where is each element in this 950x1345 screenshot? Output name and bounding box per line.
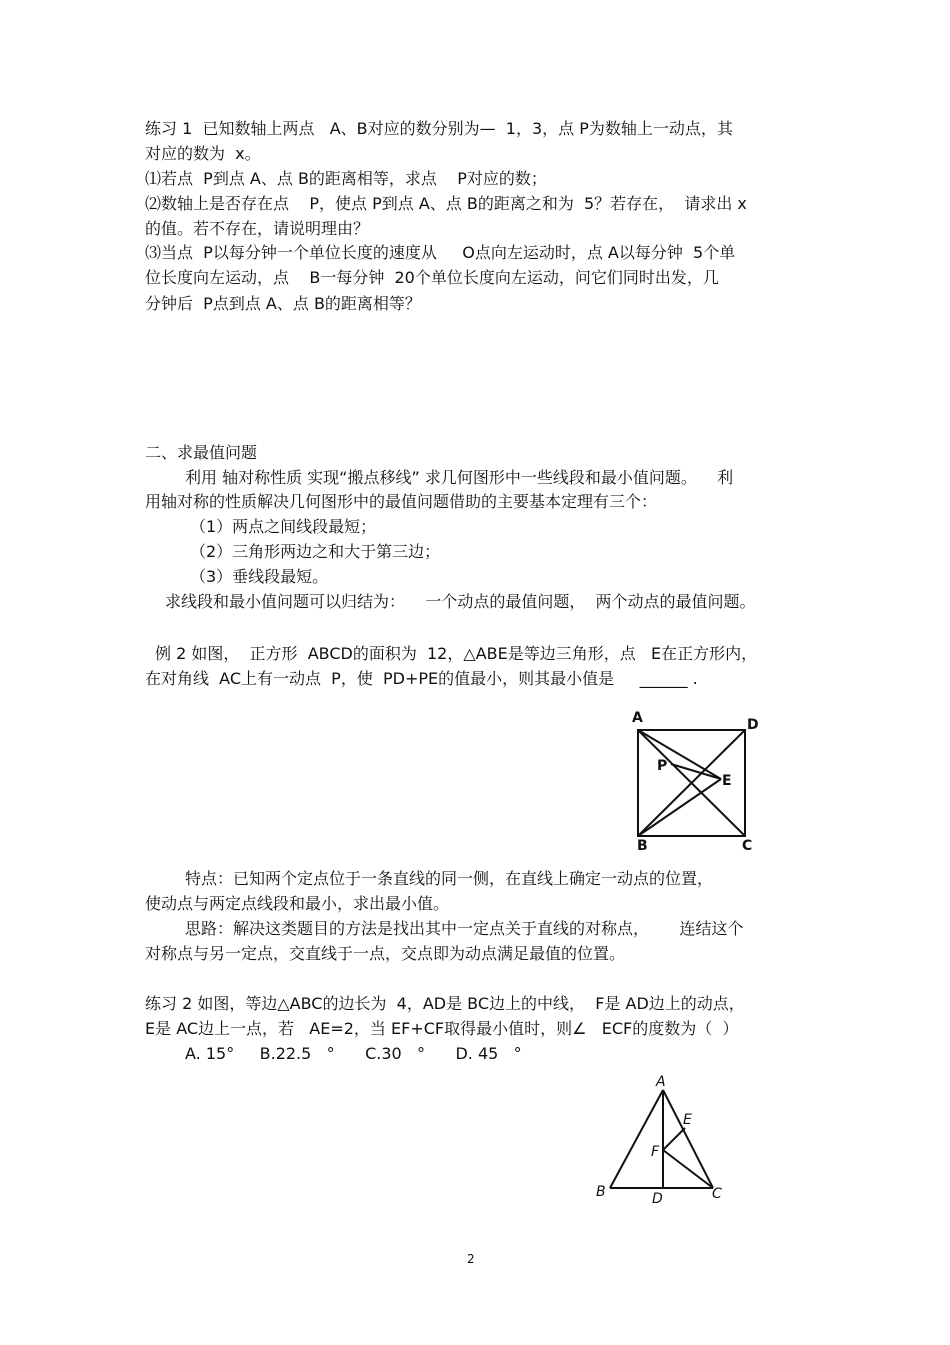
side-ab — [610, 1090, 663, 1188]
approach-line-2: 对称点与另一定点，交直线于一点，交点即为动点满足最值的位置。 — [145, 944, 626, 963]
label-p: P — [657, 758, 668, 774]
triangle-diagram — [590, 1070, 735, 1210]
section-2-intro-1: 利用 轴对称性质 实现“搬点移线” 求几何图形中一些线段和最小值问题。 利 — [185, 468, 734, 487]
label-d: D — [747, 717, 759, 733]
label-e: E — [722, 773, 732, 789]
label-b: B — [637, 838, 648, 852]
label-c: C — [742, 838, 753, 852]
label-c: C — [712, 1186, 722, 1202]
label-a: A — [656, 1074, 666, 1090]
section-2-summary: 求线段和最小值问题可以归结为： 一个动点的最值问题， 两个动点的最值问题。 — [165, 592, 756, 611]
theorem-3: （3）垂线段最短。 — [190, 567, 329, 586]
example-2-line-1: 例 2 如图， 正方形 ABCD的面积为 12，△ABE是等边三角形，点 E在正方形内， — [155, 644, 758, 663]
section-2-intro-2: 用轴对称的性质解决几何图形中的最值问题借助的主要基本定理有三个： — [145, 492, 658, 511]
feature-line-2: 使动点与两定点线段和最小，求出最小值。 — [145, 894, 450, 913]
segment-fe — [663, 1128, 685, 1150]
approach-line-1: 思路：解决这类题目的方法是找出其中一定点关于直线的对称点， 连结这个 — [185, 919, 744, 938]
side-ac — [663, 1090, 713, 1188]
exercise-1-question-3-end: 分钟后 P点到点 A、点 B的距离相等？ — [145, 294, 421, 313]
exercise-2-line-1: 练习 2 如图，等边△ABC的边长为 4，AD是 BC边上的中线， F是 AD边上的动点， — [145, 994, 745, 1013]
theorem-1: （1）两点之间线段最短； — [190, 517, 377, 536]
exercise-1-question-3: ⑶当点 P以每分钟一个单位长度的速度从 O点向左运动时，点 A以每分钟 5个单 — [145, 243, 736, 262]
exercise-1-question-1: ⑴若点 P到点 A、点 B的距离相等，求点 P对应的数； — [145, 169, 547, 188]
feature-line-1: 特点：已知两个定点位于一条直线的同一侧，在直线上确定一动点的位置， — [185, 869, 714, 888]
segment-fc — [663, 1150, 713, 1188]
exercise-1-line-2: 对应的数为 x。 — [145, 144, 261, 163]
label-d: D — [652, 1191, 663, 1207]
label-a: A — [632, 710, 643, 726]
example-2-line-2: 在对角线 AC上有一动点 P，使 PD+PE的值最小，则其最小值是 ______ . — [145, 669, 698, 688]
square-diagram — [625, 702, 770, 852]
exercise-1-line-1: 练习 1 已知数轴上两点 A、B对应的数分别为— 1，3，点 P为数轴上一动点，其 — [145, 119, 733, 138]
page-number: 2 — [467, 1252, 475, 1266]
exercise-1-question-2-cont: 的值。若不存在，请说明理由？ — [145, 219, 370, 238]
label-f: F — [651, 1144, 660, 1160]
segment-be — [638, 779, 721, 836]
label-b: B — [596, 1184, 606, 1200]
exercise-2-options: A. 15° B.22.5 ° C.30 ° D. 45 ° — [185, 1044, 522, 1063]
label-e: E — [683, 1112, 692, 1128]
exercise-2-line-2: E是 AC边上一点，若 AE=2，当 EF+CF取得最小值时，则∠ ECF的度数为（ ） — [145, 1019, 739, 1038]
section-2-heading: 二、求最值问题 — [145, 443, 258, 462]
exercise-1-question-2: ⑵数轴上是否存在点 P，使点 P到点 A、点 B的距离之和为 5？若存在， 请求出 x — [145, 194, 747, 213]
exercise-1-question-3-cont: 位长度向左运动，点 B一每分钟 20个单位长度向左运动，问它们同时出发，几 — [145, 268, 719, 287]
theorem-2: （2）三角形两边之和大于第三边； — [190, 542, 441, 561]
